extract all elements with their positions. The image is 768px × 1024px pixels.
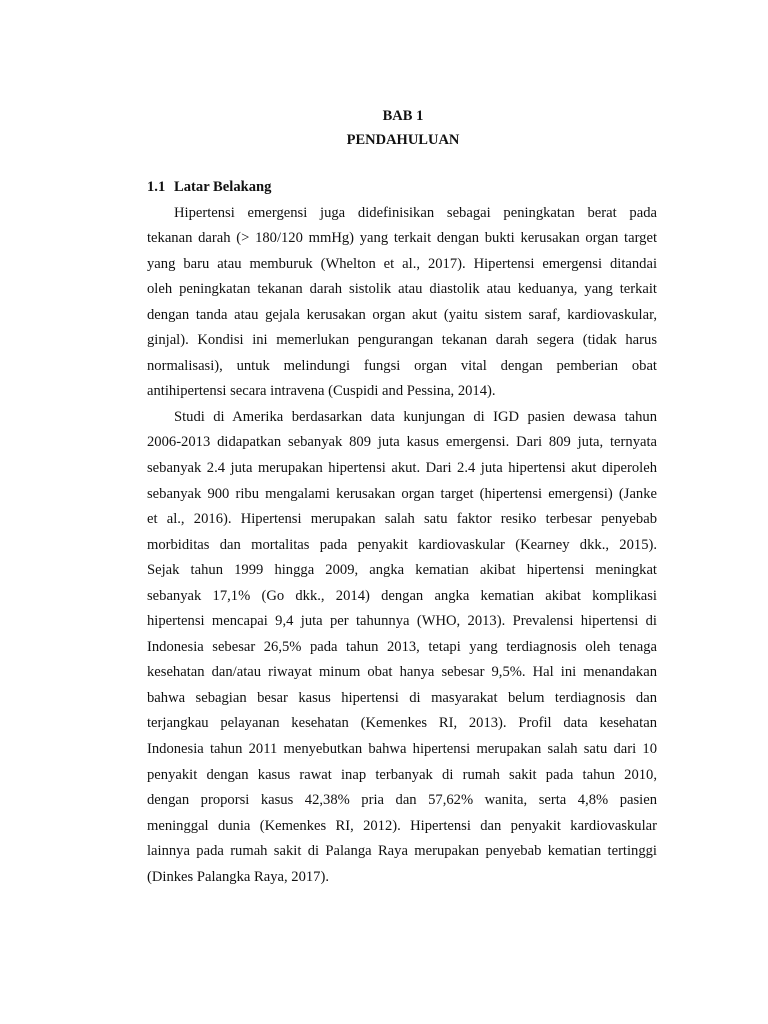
text-line: Hipertensi emergensi juga didefinisikan sebagai peningkatan berat pada bbox=[174, 204, 657, 221]
text-line: normalisasi), untuk melindungi fungsi organ vital dengan pemberian obat bbox=[147, 357, 657, 374]
section-number: 1.1 bbox=[147, 179, 166, 195]
section-title: Latar Belakang bbox=[174, 179, 272, 195]
text-line: sebanyak 2.4 juta merupakan hipertensi akut. Dari 2.4 juta hipertensi akut diperoleh bbox=[147, 460, 657, 477]
text-line: penyakit dengan kasus rawat inap terbanyak di rumah sakit pada tahun 2010, bbox=[147, 766, 657, 783]
text-line: Indonesia sebesar 26,5% pada tahun 2013, tetapi yang terdiagnosis oleh tenaga bbox=[147, 638, 657, 655]
text-line: tekanan darah (> 180/120 mmHg) yang terkait dengan bukti kerusakan organ target bbox=[147, 230, 657, 247]
text-line: 2006-2013 didapatkan sebanyak 809 juta kasus emergensi. Dari 809 juta, ternyata bbox=[147, 434, 657, 451]
paragraph bbox=[147, 405, 657, 890]
text-line: dengan tanda atau gejala kerusakan organ akut (yaitu sistem saraf, kardiovaskular, bbox=[147, 306, 657, 323]
text-line: yang baru atau memburuk (Whelton et al., 2017). Hipertensi emergensi ditandai bbox=[147, 255, 657, 272]
text-line: dengan proporsi kasus 42,38% pria dan 57,62% wanita, serta 4,8% pasien bbox=[147, 792, 657, 809]
text-line: bahwa sebagian besar kasus hipertensi di masyarakat belum terdiagnosis dan bbox=[147, 689, 657, 706]
text-line: Studi di Amerika berdasarkan data kunjungan di IGD pasien dewasa tahun bbox=[174, 408, 657, 425]
section-heading bbox=[147, 175, 657, 201]
text-line: sebanyak 900 ribu mengalami kerusakan organ target (hipertensi emergensi) (Janke bbox=[147, 485, 657, 502]
text-line: et al., 2016). Hipertensi merupakan salah satu faktor resiko terbesar penyebab bbox=[147, 511, 657, 528]
text-line: (Dinkes Palangka Raya, 2017). bbox=[147, 868, 329, 885]
text-line: hipertensi mencapai 9,4 juta per tahunnya (WHO, 2013). Prevalensi hipertensi di bbox=[147, 613, 657, 630]
text-line: kesehatan dan/atau riwayat minum obat hanya sebesar 9,5%. Hal ini menandakan bbox=[147, 664, 657, 681]
text-line: Sejak tahun 1999 hingga 2009, angka kematian akibat hipertensi meningkat bbox=[147, 562, 657, 579]
text-line: meninggal dunia (Kemenkes RI, 2012). Hipertensi dan penyakit kardiovaskular bbox=[147, 817, 657, 834]
text-line: morbiditas dan mortalitas pada penyakit kardiovaskular (Kearney dkk., 2015). bbox=[147, 536, 657, 553]
chapter-label: BAB 1 bbox=[382, 108, 424, 124]
paragraph bbox=[147, 201, 657, 405]
document-body bbox=[147, 175, 657, 890]
chapter-title: PENDAHULUAN bbox=[346, 132, 460, 148]
text-line: oleh peningkatan tekanan darah sistolik atau diastolik atau keduanya, yang terkait bbox=[147, 281, 657, 298]
text-line: sebanyak 17,1% (Go dkk., 2014) dengan angka kematian akibat komplikasi bbox=[147, 587, 657, 604]
text-line: lainnya pada rumah sakit di Palanga Raya merupakan penyebab kematian tertinggi bbox=[147, 843, 657, 860]
text-line: terjangkau pelayanan kesehatan (Kemenkes RI, 2013). Profil data kesehatan bbox=[147, 715, 657, 732]
text-line: Indonesia tahun 2011 menyebutkan bahwa hipertensi merupakan salah satu dari 10 bbox=[147, 741, 657, 758]
text-line: antihipertensi secara intravena (Cuspidi and Pessina, 2014). bbox=[147, 383, 496, 400]
text-line: ginjal). Kondisi ini memerlukan pengurangan tekanan darah segera (tidak harus bbox=[147, 332, 657, 349]
